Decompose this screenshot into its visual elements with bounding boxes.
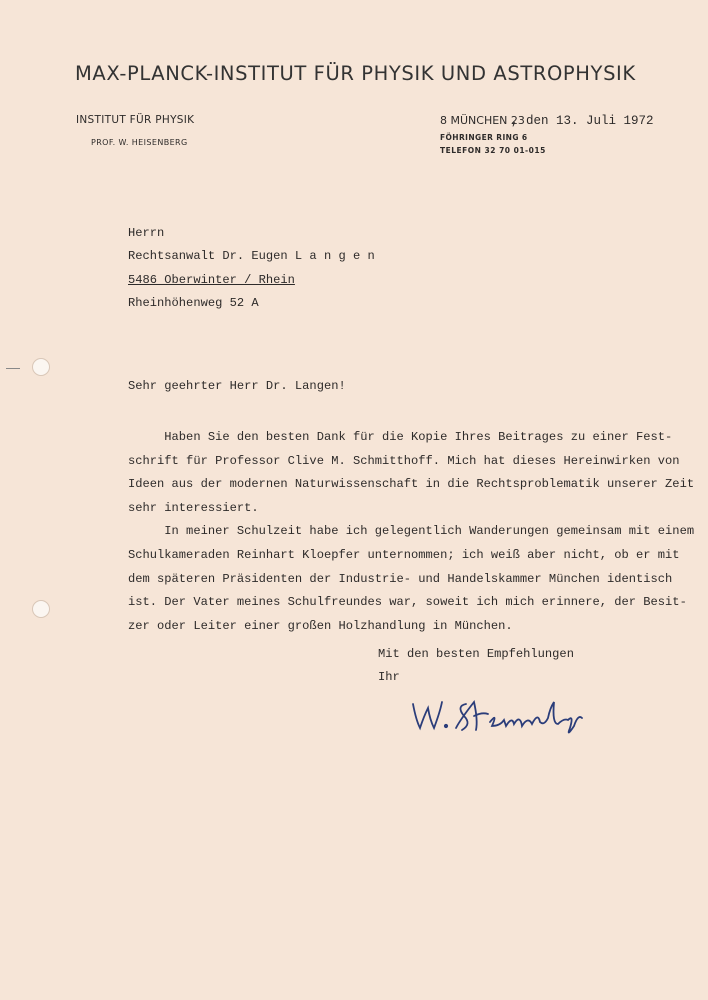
recipient-city: 5486 Oberwinter / Rhein bbox=[128, 273, 295, 287]
letter-date: , den 13. Juli 1972 bbox=[511, 114, 654, 128]
body-line: Haben Sie den besten Dank für die Kopie Ihres Beitrages zu einer Fest- bbox=[128, 430, 673, 444]
punch-hole bbox=[32, 358, 50, 376]
letterhead-street: FÖHRINGER RING 6 bbox=[440, 133, 528, 142]
body-line: zer oder Leiter einer großen Holzhandlung in München. bbox=[128, 618, 513, 633]
body-line: Schulkameraden Reinhart Kloepfer unternommen; ich weiß aber nicht, ob er mit bbox=[128, 547, 680, 562]
closing-ihr: Ihr bbox=[378, 670, 400, 684]
greeting: Sehr geehrter Herr Dr. Langen! bbox=[128, 379, 346, 393]
recipient-name: Rechtsanwalt Dr. Eugen L a n g e n bbox=[128, 249, 375, 263]
fold-mark bbox=[6, 368, 20, 369]
body-line: sehr interessiert. bbox=[128, 500, 259, 515]
institute-name: INSTITUT FÜR PHYSIK bbox=[76, 114, 195, 126]
letterhead-title: MAX-PLANCK-INSTITUT FÜR PHYSIK UND ASTROPHYSIK bbox=[75, 62, 636, 85]
letterhead-phone: TELEFON 32 70 01-015 bbox=[440, 146, 546, 155]
punch-hole bbox=[32, 600, 50, 618]
body-line: Ideen aus der modernen Naturwissenschaft in die Rechtsproblematik unserer Zeit bbox=[128, 477, 695, 492]
closing: Mit den besten Empfehlungen bbox=[378, 647, 574, 661]
body-line: In meiner Schulzeit habe ich gelegentlich Wanderungen gemeinsam mit einem bbox=[128, 524, 695, 539]
letter-body bbox=[128, 426, 694, 638]
recipient-street: Rheinhöhenweg 52 A bbox=[128, 296, 259, 310]
body-line: ist. Der Vater meines Schulfreundes war, soweit ich mich erinnere, der Besit- bbox=[128, 595, 687, 610]
body-line: schrift für Professor Clive M. Schmitthoff. Mich hat dieses Hereinwirken von bbox=[128, 453, 680, 468]
signature bbox=[408, 690, 608, 745]
letterhead-city: 8 MÜNCHEN 23 bbox=[440, 114, 525, 127]
professor-name: PROF. W. HEISENBERG bbox=[91, 138, 188, 147]
recipient-herrn: Herrn bbox=[128, 226, 165, 240]
body-line: dem späteren Präsidenten der Industrie- und Handelskammer München identisch bbox=[128, 571, 673, 586]
